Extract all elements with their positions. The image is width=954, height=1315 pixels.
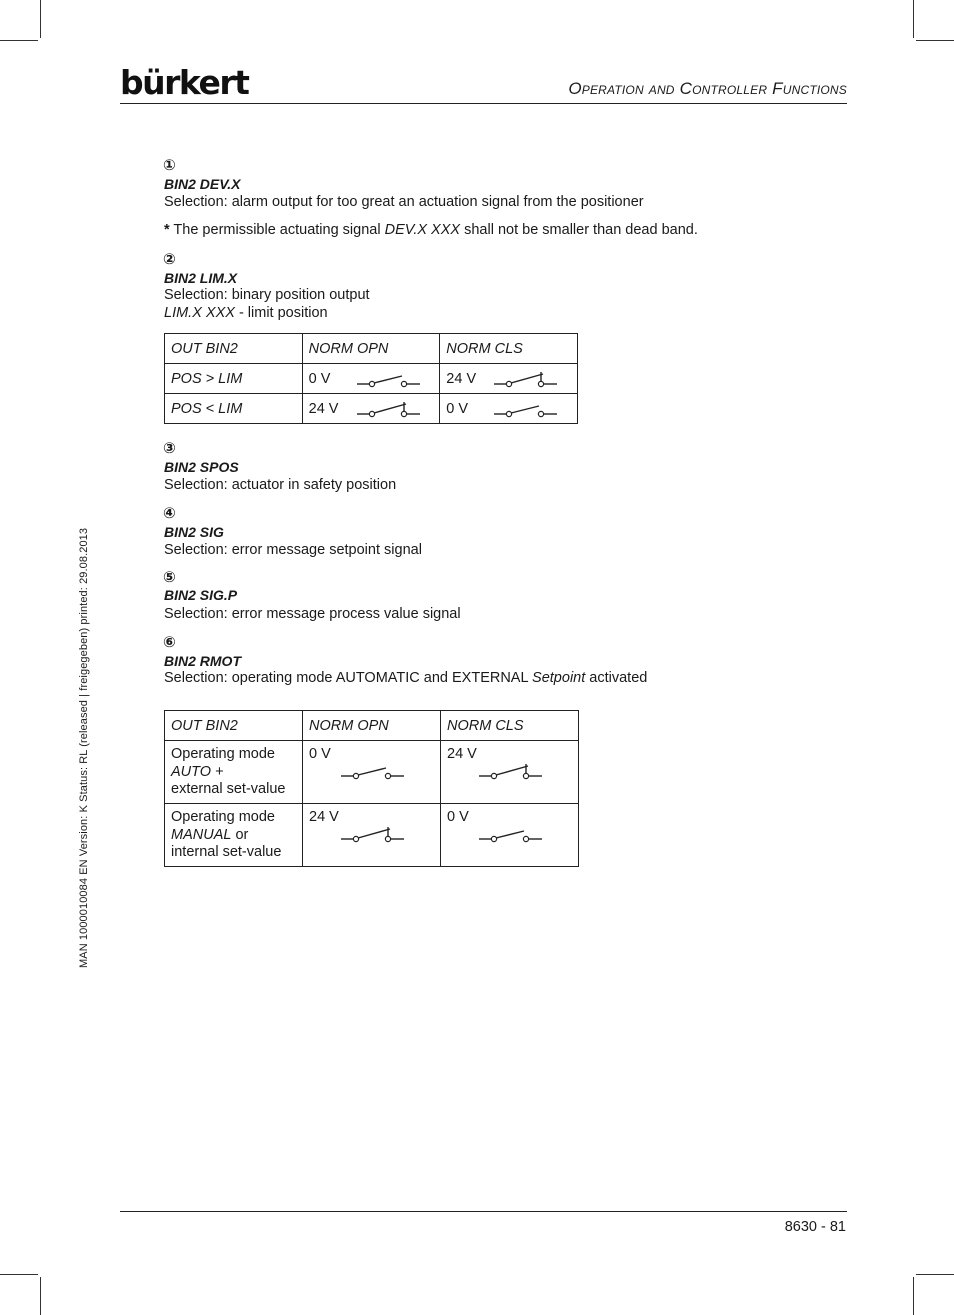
item-number: ④ — [163, 505, 176, 522]
row-label: Operating mode AUTO + external set-value — [165, 741, 303, 804]
item-number: ⑥ — [163, 634, 176, 651]
footer-divider — [120, 1211, 847, 1212]
brand-logo: bürkert — [120, 63, 249, 102]
cls-cell — [440, 394, 578, 424]
description-line2 — [164, 305, 328, 321]
switch-open-icon — [479, 826, 549, 844]
header-cell: NORM OPN — [303, 711, 441, 741]
header-divider — [120, 103, 847, 104]
note — [164, 222, 698, 238]
cls-cell — [441, 741, 579, 804]
document-meta: MAN 1000010084 EN Version: K Status: RL (released | freigegeben) printed: 29.08.2013 — [78, 527, 90, 968]
header-cell: NORM CLS — [441, 711, 579, 741]
switch-closed-icon — [494, 369, 564, 389]
param-name: BIN2 SIG.P — [164, 587, 238, 603]
row-label: Operating mode MANUAL or internal set-value — [165, 804, 303, 867]
setpoint-term: Setpoint — [532, 670, 586, 686]
crop-mark — [913, 0, 914, 38]
item-number: ② — [163, 251, 176, 268]
crop-mark — [0, 40, 38, 41]
description: Selection: actuator in safety position — [164, 477, 397, 493]
crop-mark — [913, 1277, 914, 1315]
switch-closed-icon — [341, 824, 411, 844]
header-cell: OUT BIN2 — [165, 334, 303, 364]
opn-cell — [303, 741, 441, 804]
item-number: ⑤ — [163, 569, 176, 586]
item-number: ① — [163, 157, 176, 174]
switch-open-icon — [341, 763, 411, 781]
voltage-value: 24 V — [309, 809, 339, 825]
item-number: ③ — [163, 440, 176, 457]
note-text: shall not be smaller than dead band. — [460, 222, 698, 238]
voltage-value: 24 V — [447, 746, 477, 762]
voltage-value: 0 V — [309, 746, 331, 762]
param-ref: LIM.X XXX — [164, 305, 235, 321]
header-cell: NORM OPN — [302, 334, 440, 364]
crop-mark — [916, 1274, 954, 1275]
output-table-rmot — [164, 710, 579, 867]
param-name: BIN2 LIM.X — [164, 270, 238, 286]
switch-open-icon — [357, 371, 427, 389]
crop-mark — [0, 1274, 38, 1275]
param-name: BIN2 RMOT — [164, 653, 241, 669]
header-cell: OUT BIN2 — [165, 711, 303, 741]
page-number: 8630 - 81 — [784, 1219, 846, 1235]
opn-cell — [302, 394, 440, 424]
voltage-value: 0 V — [308, 370, 331, 387]
crop-mark — [40, 0, 41, 38]
description: Selection: alarm output for too great an actuation signal from the positioner — [164, 194, 644, 210]
header-cell: NORM CLS — [440, 334, 578, 364]
note-star: * — [164, 222, 170, 238]
switch-closed-icon — [479, 761, 549, 781]
switch-closed-icon — [357, 399, 427, 419]
param-name: BIN2 DEV.X — [164, 176, 241, 192]
row-label: POS > LIM — [165, 364, 303, 394]
cls-cell — [440, 364, 578, 394]
note-param: DEV.X XXX — [384, 222, 461, 238]
voltage-value: 0 V — [446, 400, 469, 417]
crop-mark — [916, 40, 954, 41]
voltage-value: 24 V — [308, 400, 339, 417]
opn-cell — [303, 804, 441, 867]
voltage-value: 0 V — [447, 809, 469, 825]
param-name: BIN2 SIG — [164, 524, 224, 540]
opn-cell — [302, 364, 440, 394]
description: Selection: operating mode AUTOMATIC and EXTERNAL Setpoint activated — [164, 670, 648, 686]
note-text: The permissible actuating signal — [169, 222, 385, 238]
section-title: Operation and Controller Functions — [568, 79, 847, 98]
description: Selection: error message process value signal — [164, 606, 461, 622]
row-label: POS < LIM — [165, 394, 303, 424]
param-name: BIN2 SPOS — [164, 459, 239, 475]
voltage-value: 24 V — [446, 370, 477, 387]
description: Selection: error message setpoint signal — [164, 542, 422, 558]
output-table-lim — [164, 333, 578, 424]
text: - limit position — [234, 305, 328, 321]
switch-open-icon — [494, 401, 564, 419]
description: Selection: binary position output — [164, 287, 370, 303]
cls-cell — [441, 804, 579, 867]
crop-mark — [40, 1277, 41, 1315]
